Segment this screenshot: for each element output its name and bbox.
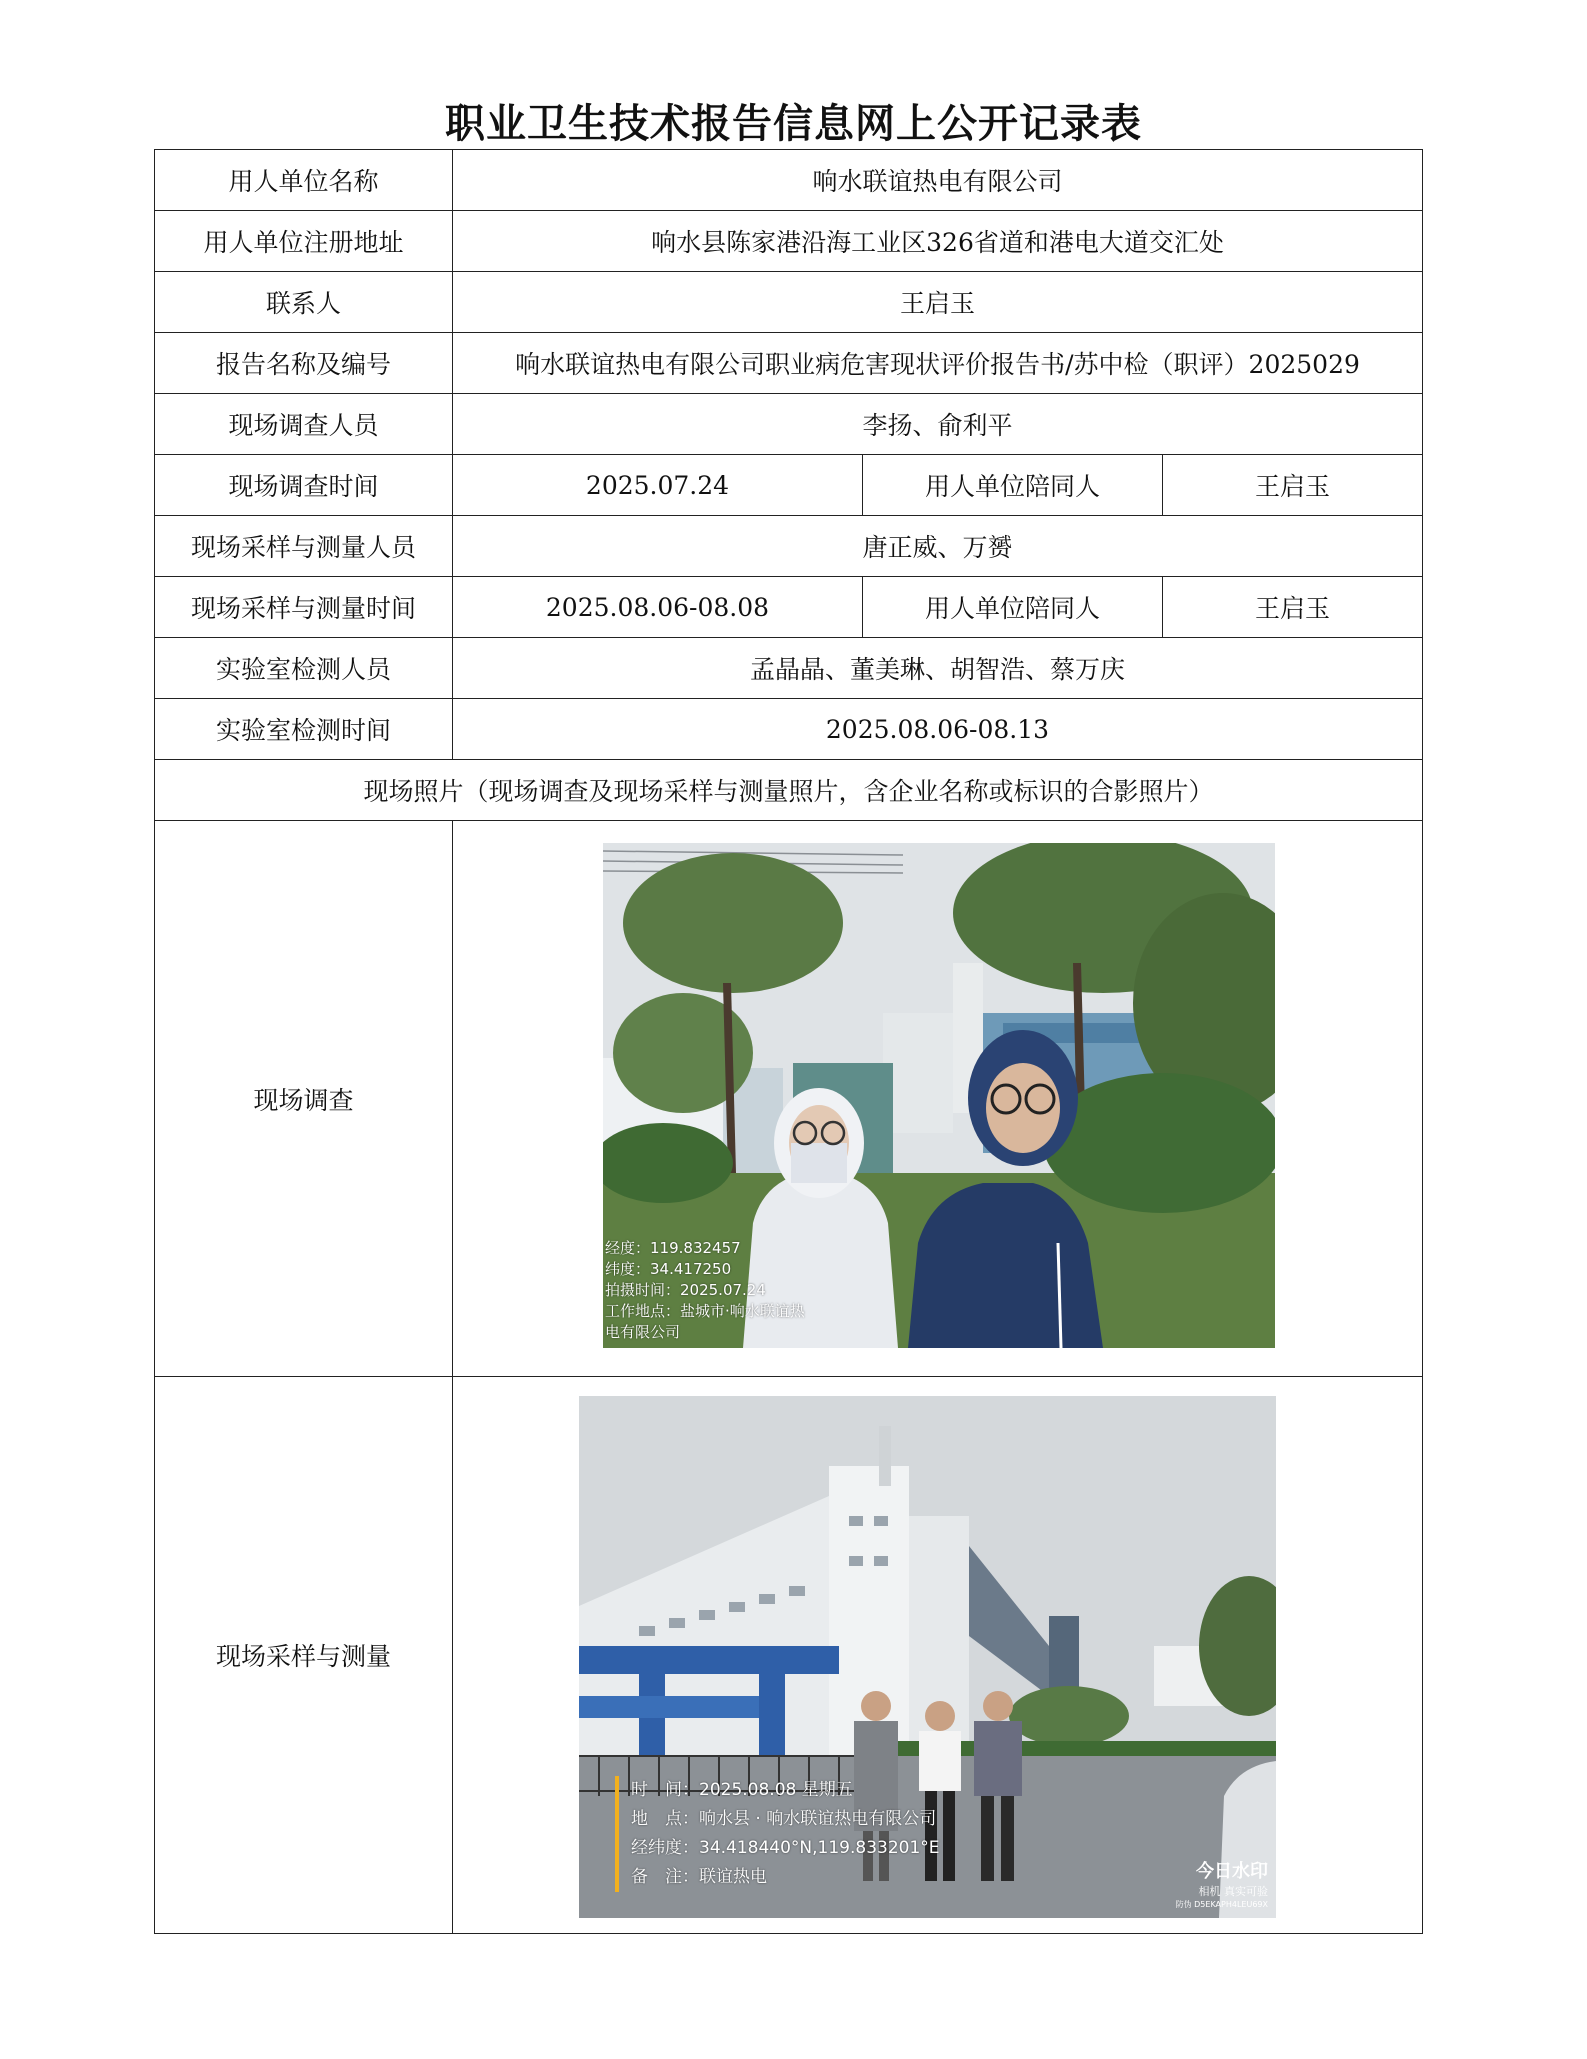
overlay-work-place: 工作地点：盐城市·响水联谊热 — [605, 1302, 805, 1320]
sampling-staff-label: 现场采样与测量人员 — [155, 516, 453, 577]
sampling-time-label: 现场采样与测量时间 — [155, 577, 453, 638]
row-report — [155, 333, 1423, 394]
row-unit-address — [155, 211, 1423, 272]
survey-photo-overlay — [605, 1238, 805, 1343]
survey-photo — [603, 843, 1275, 1348]
sampling-photo — [579, 1396, 1276, 1918]
survey-staff-label: 现场调查人员 — [155, 394, 453, 455]
sampling-companion-label: 用人单位陪同人 — [863, 577, 1163, 638]
overlay-shoot-time: 拍摄时间：2025.07.24 — [605, 1281, 766, 1299]
photo-sampling-cell — [453, 1377, 1423, 1934]
row-sampling-time — [155, 577, 1423, 638]
photo-sampling-label: 现场采样与测量 — [155, 1377, 453, 1934]
report-value: 响水联谊热电有限公司职业病危害现状评价报告书/苏中检（职评）2025029 — [453, 333, 1423, 394]
contact-value: 王启玉 — [453, 272, 1423, 333]
row-photo-sampling — [155, 1377, 1423, 1934]
unit-address-value: 响水县陈家港沿海工业区326省道和港电大道交汇处 — [453, 211, 1423, 272]
survey-time-value: 2025.07.24 — [453, 455, 863, 516]
row-survey-time — [155, 455, 1423, 516]
lab-time-label: 实验室检测时间 — [155, 699, 453, 760]
overlay-note: 备 注：联谊热电 — [631, 1867, 767, 1887]
photo-survey-label: 现场调查 — [155, 821, 453, 1377]
contact-label: 联系人 — [155, 272, 453, 333]
survey-companion-value: 王启玉 — [1163, 455, 1423, 516]
row-photos-header — [155, 760, 1423, 821]
overlay-coords: 经纬度：34.418440°N,119.833201°E — [631, 1838, 940, 1858]
row-unit-name — [155, 150, 1423, 211]
sampling-time-value: 2025.08.06-08.08 — [453, 577, 863, 638]
row-contact — [155, 272, 1423, 333]
sampling-companion-value: 王启玉 — [1163, 577, 1423, 638]
overlay-longitude: 经度：119.832457 — [605, 1239, 741, 1257]
sampling-staff-value: 唐正威、万赟 — [453, 516, 1423, 577]
overlay-time: 时 间：2025.08.08 星期五 — [631, 1780, 853, 1800]
overlay-work-place-2: 电有限公司 — [605, 1323, 681, 1341]
lab-staff-label: 实验室检测人员 — [155, 638, 453, 699]
report-label: 报告名称及编号 — [155, 333, 453, 394]
row-survey-staff — [155, 394, 1423, 455]
survey-time-label: 现场调查时间 — [155, 455, 453, 516]
unit-name-label: 用人单位名称 — [155, 150, 453, 211]
page-title: 职业卫生技术报告信息网上公开记录表 — [445, 100, 1142, 147]
row-lab-staff — [155, 638, 1423, 699]
unit-name-value: 响水联谊热电有限公司 — [453, 150, 1423, 211]
row-sampling-staff — [155, 516, 1423, 577]
watermark-code: 防伪 D5EKAPH4LEU69X — [1175, 1900, 1268, 1909]
unit-address-label: 用人单位注册地址 — [155, 211, 453, 272]
row-photo-survey — [155, 821, 1423, 1377]
sampling-photo-overlay — [615, 1776, 940, 1892]
overlay-latitude: 纬度：34.417250 — [605, 1260, 732, 1278]
watermark-title: 今日水印 — [1196, 1861, 1268, 1882]
photos-header: 现场照片（现场调查及现场采样与测量照片，含企业名称或标识的合影照片） — [155, 760, 1423, 821]
photo-survey-cell — [453, 821, 1423, 1377]
watermark-sub: 相机 真实可验 — [1198, 1885, 1268, 1898]
lab-staff-value: 孟晶晶、董美琳、胡智浩、蔡万庆 — [453, 638, 1423, 699]
row-lab-time — [155, 699, 1423, 760]
record-table — [154, 149, 1423, 1934]
overlay-place: 地 点：响水县 · 响水联谊热电有限公司 — [631, 1809, 937, 1829]
survey-companion-label: 用人单位陪同人 — [863, 455, 1163, 516]
survey-staff-value: 李扬、俞利平 — [453, 394, 1423, 455]
lab-time-value: 2025.08.06-08.13 — [453, 699, 1423, 760]
watermark-badge — [1176, 1857, 1268, 1910]
